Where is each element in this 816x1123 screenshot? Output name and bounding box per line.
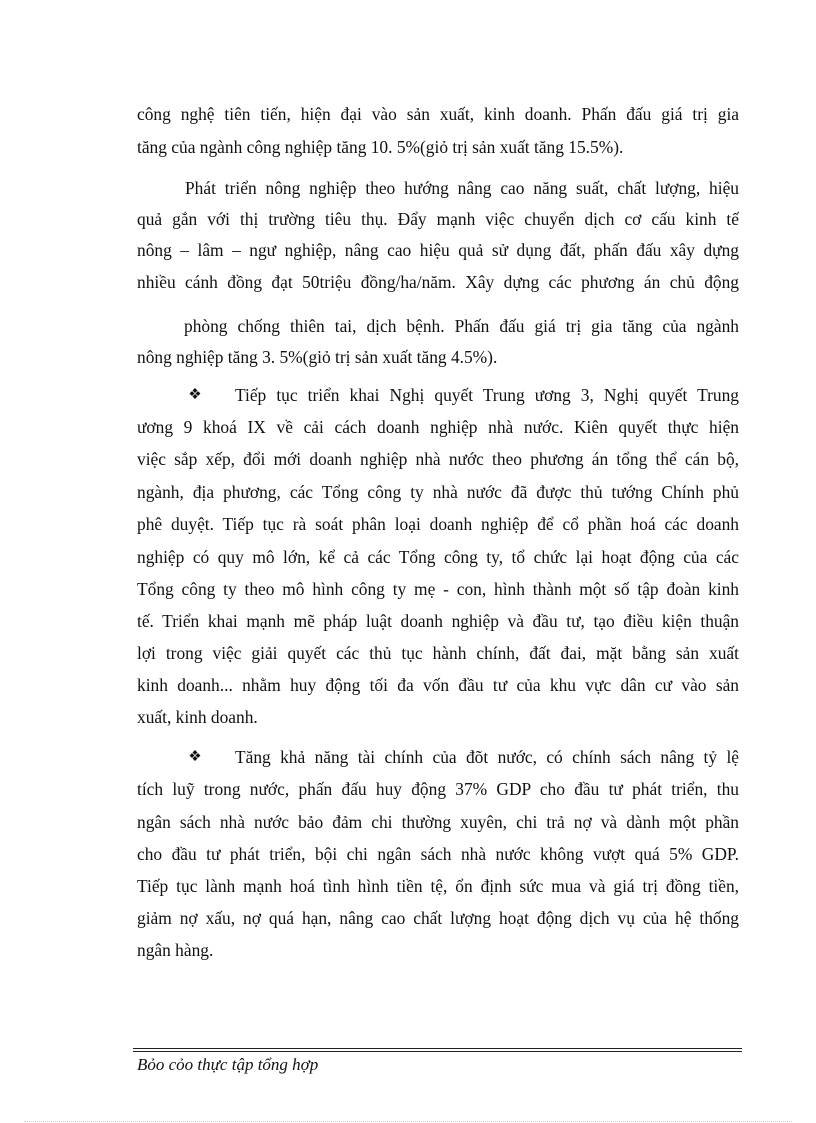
text-line: nghiệp có quy mô lớn, kể cả các Tổng công ty, tổ chức lại hoạt động của các xyxy=(137,547,739,567)
text-line: ngân sách nhà nước bảo đảm chi thường xuyên, chi trả nợ và dành một phần xyxy=(137,812,739,832)
text-line: nông – lâm – ngư nghiệp, nâng cao hiệu quả sử dụng đất, phấn đấu xây dựng xyxy=(137,240,739,260)
text-line: tế. Triển khai mạnh mẽ pháp luật doanh nghiệp và đầu tư, tạo điều kiện thuận xyxy=(137,611,739,631)
text-line: quả gắn với thị trường tiêu thụ. Đẩy mạnh việc chuyển dịch cơ cấu kinh tế xyxy=(137,209,739,229)
text-line: ương 9 khoá IX về cải cách doanh nghiệp nhà nước. Kiên quyết thực hiện xyxy=(137,417,739,437)
footer-title: Bỏo cỏo thực tập tổng hợp xyxy=(137,1055,319,1074)
text-line: phòng chống thiên tai, dịch bệnh. Phấn đấu giá trị gia tăng của ngành xyxy=(184,316,739,336)
page-edge-divider xyxy=(24,1121,792,1122)
text-line: kinh doanh... nhằm huy động tối đa vốn đầu tư của khu vực dân cư vào sản xyxy=(137,675,739,695)
text-line: ngành, địa phương, các Tổng công ty nhà nước đã được thủ tướng Chính phủ xyxy=(137,482,739,502)
text-line: nhiều cánh đồng đạt 50triệu đồng/ha/năm. Xây dựng các phương án chủ động xyxy=(137,272,739,292)
text-line: Tiếp tục lành mạnh hoá tình hình tiền tệ, ổn định sức mua và giá trị đồng tiền, xyxy=(137,876,739,896)
diamond-bullet-icon: ❖ xyxy=(188,387,202,403)
diamond-bullet-icon: ❖ xyxy=(188,749,202,765)
text-line: Tiếp tục triển khai Nghị quyết Trung ương 3, Nghị quyết Trung xyxy=(235,385,739,405)
text-line: tích luỹ trong nước, phấn đấu huy động 37% GDP cho đầu tư phát triển, thu xyxy=(137,779,739,799)
text-line: ngân hàng. xyxy=(137,940,214,960)
text-line: việc sắp xếp, đổi mới doanh nghiệp nhà nước theo phương án tổng thể cán bộ, xyxy=(137,449,739,469)
text-line: Tăng khả năng tài chính của đõt nước, có chính sách nâng tỷ lệ xyxy=(235,747,739,767)
footer-rule-top xyxy=(133,1048,742,1049)
text-line: Phát triển nông nghiệp theo hướng nâng cao năng suất, chất lượng, hiệu xyxy=(185,178,739,198)
text-line: cho đầu tư phát triển, bội chi ngân sách nhà nước không vượt quá 5% GDP. xyxy=(137,844,739,864)
footer-rule-bottom xyxy=(133,1051,742,1052)
text-line: phê duyệt. Tiếp tục rà soát phân loại doanh nghiệp để cổ phần hoá các doanh xyxy=(137,514,739,534)
text-line: tăng của ngành công nghiệp tăng 10. 5%(giỏ trị sản xuất tăng 15.5%). xyxy=(137,137,624,157)
text-line: lợi trong việc giải quyết các thủ tục hành chính, đất đai, mặt bằng sản xuất xyxy=(137,643,739,663)
text-line: xuất, kinh doanh. xyxy=(137,707,258,727)
text-line: giảm nợ xấu, nợ quá hạn, nâng cao chất lượng hoạt động dịch vụ của hệ thống xyxy=(137,908,739,928)
text-line: công nghệ tiên tiến, hiện đại vào sản xuất, kinh doanh. Phấn đấu giá trị gia xyxy=(137,104,739,124)
text-line: Tổng công ty theo mô hình công ty mẹ - con, hình thành một số tập đoàn kinh xyxy=(137,579,739,599)
text-line: nông nghiệp tăng 3. 5%(giỏ trị sản xuất tăng 4.5%). xyxy=(137,347,498,367)
